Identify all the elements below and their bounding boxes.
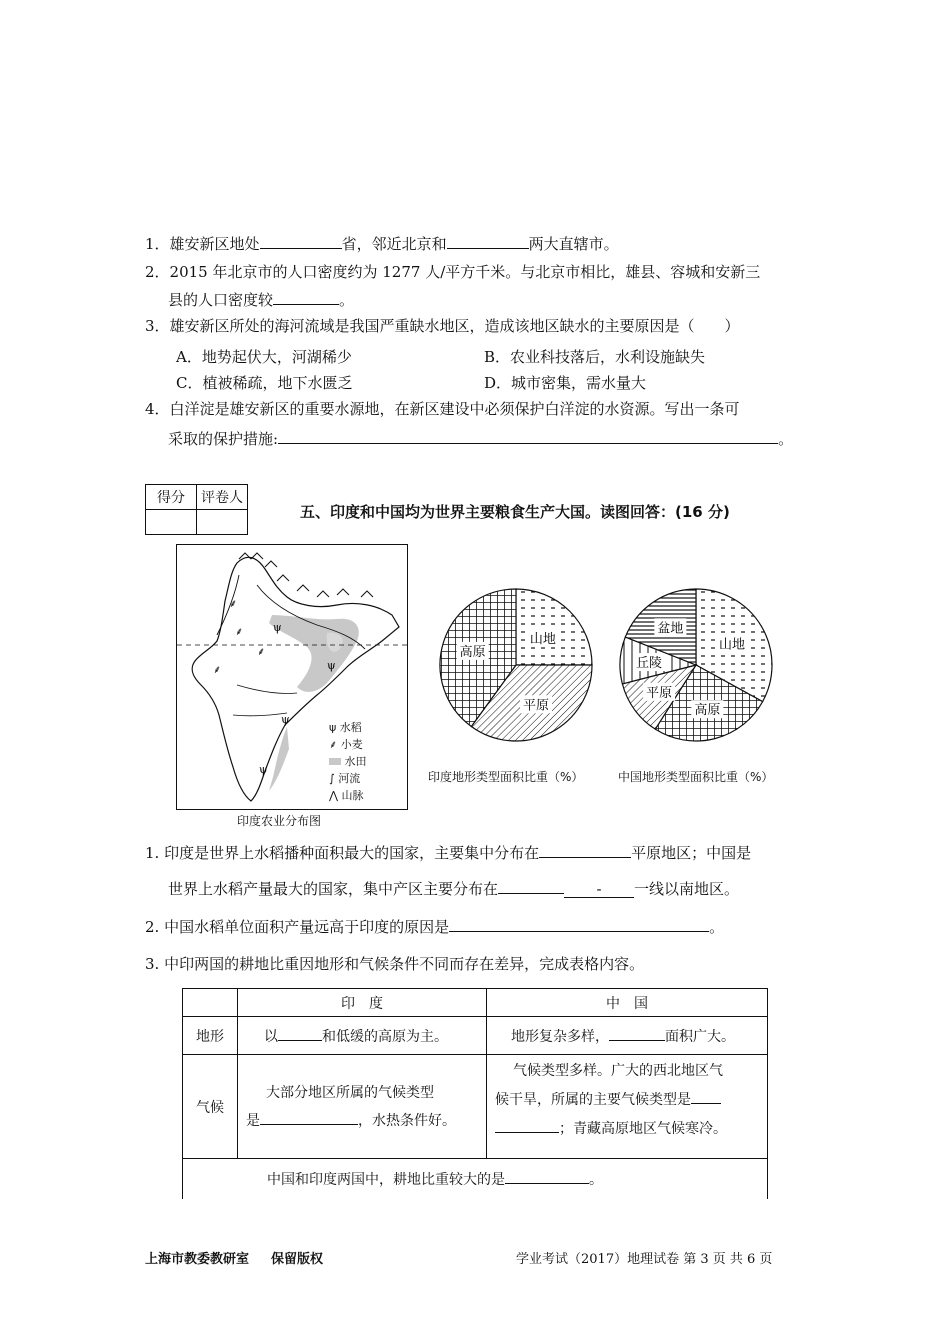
pie-label: 山地: [718, 637, 745, 653]
india-map-drawing: [177, 545, 407, 809]
row-terrain-label: 地形: [183, 1017, 238, 1055]
question-5-1-line2: 世界上水稻产量最大的国家，集中产区主要分布在 - 一线以南地区。: [168, 880, 740, 898]
pie-charts: [420, 588, 810, 758]
climate-china-cell: 气候类型多样。广大的西北地区气 候干旱，所属的主要气候类型是 ；青藏高原地区气候寒冷。: [487, 1055, 768, 1159]
footer-rights: 保留版权: [271, 1252, 324, 1267]
option-c[interactable]: C．植被稀疏，地下水匮乏: [176, 374, 353, 392]
china-pie: [620, 589, 772, 741]
option-a[interactable]: A．地势起伏大，河湖稀少: [176, 348, 352, 366]
terrain-china-cell: 地形复杂多样， 面积广大。: [487, 1017, 768, 1055]
pie-slice-山地: [516, 589, 592, 665]
river-icon: ∫: [329, 772, 335, 785]
china-pie-title: 中国地形类型面积比重（%）: [618, 770, 774, 784]
footer-page-info: 学业考试（2017）地理试卷 第 3 页 共 6 页: [516, 1252, 773, 1267]
answer-blank[interactable]: [691, 1088, 721, 1104]
wheat-icon: ⸙: [229, 597, 238, 610]
header-india: 印 度: [238, 989, 487, 1017]
corner-cell: [183, 989, 238, 1017]
pie-label: 盆地: [657, 621, 684, 637]
pie-label: 山地: [529, 632, 556, 648]
india-agriculture-map: [176, 544, 408, 810]
wheat-icon: ⸙: [329, 738, 338, 751]
score-box: [145, 484, 248, 535]
question-4-3: 3．雄安新区所处的海河流域是我国严重缺水地区，造成该地区缺水的主要原因是（ ）: [145, 317, 740, 335]
map-caption: 印度农业分布图: [237, 814, 322, 828]
question-4-4: 4．白洋淀是雄安新区的重要水源地，在新区建设中必须保护白洋淀的水资源。写出一条可: [145, 400, 740, 418]
legend-item: ⋀ 山脉: [329, 789, 364, 802]
answer-blank[interactable]: [498, 878, 564, 894]
pie-label: 高原: [459, 644, 486, 660]
question-5-1: 1. 印度是世界上水稻播种面积最大的国家，主要集中分布在 平原地区；中国是: [145, 844, 752, 862]
answer-blank[interactable]: [278, 428, 778, 444]
comparison-table: [182, 988, 768, 1199]
question-5-2: 2. 中国水稻单位面积产量远高于印度的原因是 。: [145, 918, 725, 936]
legend-item: ψ 水稻: [329, 721, 362, 734]
wheat-icon: ⸙: [235, 625, 244, 638]
conclusion-row: 中国和印度两国中，耕地比重较大的是 。: [183, 1159, 768, 1199]
grader-label: 评卷人: [197, 485, 248, 510]
grader-cell[interactable]: [197, 510, 248, 535]
question-4-2-line2: 县的人口密度较 。: [168, 291, 355, 309]
question-4-2: 2．2015 年北京市的人口密度约为 1277 人/平方千米。与北京市相比，雄县、容城和安新三: [145, 263, 761, 281]
question-4-1: 1．雄安新区地处 省，邻近北京和 两大直辖市。: [145, 235, 619, 253]
answer-blank[interactable]: [447, 233, 529, 249]
india-outline: [192, 557, 399, 801]
answer-blank[interactable]: [260, 1109, 358, 1125]
legend-item: 水田: [329, 753, 367, 770]
pie-label: 平原: [523, 698, 550, 714]
wheat-icon: ⸙: [257, 645, 266, 658]
pie-label: 高原: [694, 703, 721, 719]
legend-item: ∫ 河流: [329, 772, 361, 785]
pie-label: 丘陵: [635, 656, 662, 672]
option-b[interactable]: B．农业科技落后，水利设施缺失: [484, 348, 706, 366]
answer-blank[interactable]: [278, 1025, 322, 1041]
section-5-title: 五、印度和中国均为世界主要粮食生产大国。读图回答：(16 分): [300, 503, 730, 521]
score-cell[interactable]: [146, 510, 197, 535]
pie-label: 平原: [646, 685, 673, 701]
rice-icon: ψ: [273, 621, 282, 634]
legend-item: ⸙ 小麦: [329, 738, 363, 751]
footer-org: 上海市教委教研室: [145, 1252, 250, 1267]
rice-icon: ψ: [281, 713, 290, 726]
answer-blank[interactable]: [260, 233, 342, 249]
terrain-india-cell: 以 和低缓的高原为主。: [238, 1017, 487, 1055]
score-label: 得分: [146, 485, 197, 510]
map-legend: [329, 719, 367, 804]
answer-blank[interactable]: [273, 289, 339, 305]
row-climate-label: 气候: [183, 1055, 238, 1159]
question-5-3: 3. 中印两国的耕地比重因地形和气候条件不同而存在差异，完成表格内容。: [145, 955, 645, 973]
india-pie-title: 印度地形类型面积比重（%）: [428, 770, 584, 784]
option-d[interactable]: D．城市密集，需水量大: [484, 374, 647, 392]
answer-blank[interactable]: [609, 1025, 665, 1041]
mountain-icon: ⋀: [329, 789, 339, 802]
rice-icon: ψ: [329, 721, 337, 734]
rice-icon: ψ: [259, 763, 268, 776]
question-4-4-line2: 采取的保护措施: 。: [168, 430, 794, 448]
india-pie: [440, 589, 592, 741]
wheat-icon: ⸙: [213, 663, 222, 676]
answer-blank[interactable]: [539, 842, 631, 858]
answer-blank[interactable]: [505, 1168, 589, 1184]
header-china: 中 国: [487, 989, 768, 1017]
rice-icon: ψ: [327, 659, 336, 672]
answer-blank[interactable]: [495, 1117, 559, 1133]
answer-blank[interactable]: [449, 916, 709, 932]
climate-india-cell: 大部分地区所属的气候类型 是 ，水热条件好。: [238, 1055, 487, 1159]
footer-left: [145, 1248, 323, 1267]
paddy-icon: [329, 758, 341, 765]
